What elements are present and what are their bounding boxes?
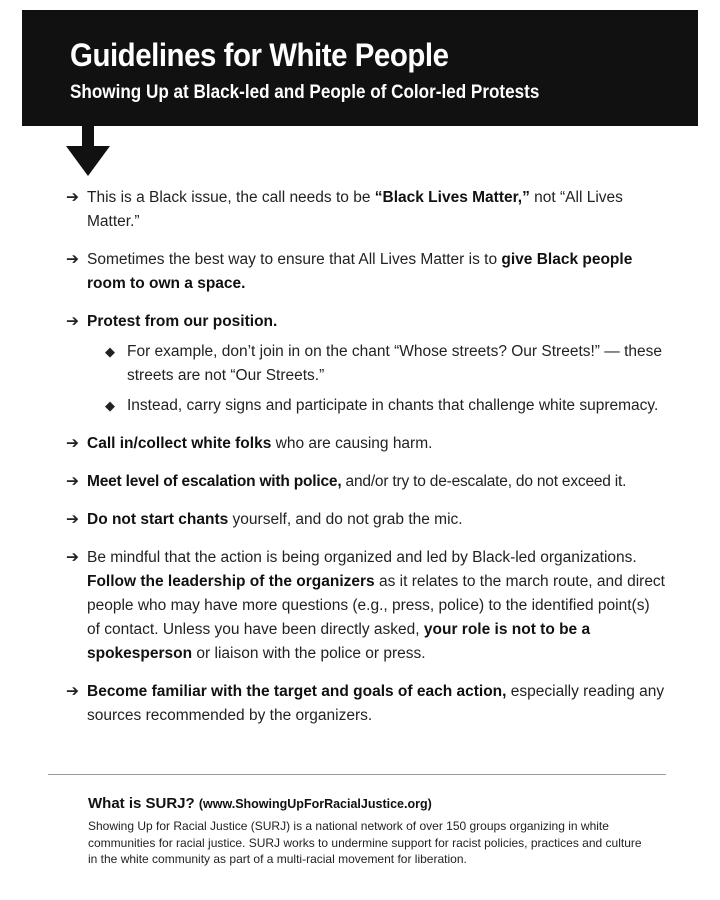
list-item: ➔ This is a Black issue, the call needs to be “Black Lives Matter,” not “All Lives Matter.” bbox=[66, 186, 666, 234]
surj-info bbox=[88, 794, 648, 868]
arrow-bullet-icon: ➔ bbox=[66, 511, 79, 528]
diamond-bullet-icon: ◆ bbox=[105, 398, 115, 413]
down-arrow-icon bbox=[64, 126, 112, 178]
surj-url: (www.ShowingUpForRacialJustice.org) bbox=[198, 797, 432, 811]
list-item: ➔ Do not start chants yourself, and do not grab the mic. bbox=[66, 508, 666, 532]
diamond-bullet-icon: ◆ bbox=[105, 344, 115, 359]
divider bbox=[48, 774, 666, 775]
page-subtitle: Showing Up at Black-led and People of Color-led Protests bbox=[70, 82, 540, 103]
list-item: ➔ Protest from our position. ◆ For example, don’t join in on the chant “Whose streets? Our Streets!” — these streets are not “Our Streets.” ◆ Instead, carry signs and participate in chants that challenge white supremacy. bbox=[66, 310, 666, 418]
footer-body: Showing Up for Racial Justice (SURJ) is a national network of over 150 groups organizing in white communities for racial justice. SURJ works to undermine support for racist policies, practices and culture in the white community as part of a multi-racial movement for liberation. bbox=[88, 819, 642, 866]
arrow-bullet-icon: ➔ bbox=[66, 683, 79, 700]
arrow-bullet-icon: ➔ bbox=[66, 189, 79, 206]
sub-list-item: ◆ Instead, carry signs and participate in chants that challenge white supremacy. bbox=[105, 394, 666, 418]
footer-heading: What is SURJ? (www.ShowingUpForRacialJustice.org) bbox=[88, 795, 432, 812]
arrow-bullet-icon: ➔ bbox=[66, 549, 79, 566]
sub-list-item: ◆ For example, don’t join in on the chant “Whose streets? Our Streets!” — these streets are not “Our Streets.” bbox=[105, 340, 666, 388]
arrow-bullet-icon: ➔ bbox=[66, 473, 79, 490]
list-item: ➔ Be mindful that the action is being organized and led by Black-led organizations. Follow the leadership of the organizers as it relates to the march route, and direct people who may have more questions (e.g., press, police) to the identified point(s) of contact. Unless you have been directly asked, your role is not to be a spokesperson or liaison with the police or press. bbox=[66, 546, 666, 666]
page-title: Guidelines for White People bbox=[70, 37, 449, 73]
list-item: ➔ Become familiar with the target and goals of each action, especially reading any sources recommended by the organizers. bbox=[66, 680, 666, 728]
arrow-bullet-icon: ➔ bbox=[66, 435, 79, 452]
header-banner bbox=[22, 10, 698, 126]
arrow-bullet-icon: ➔ bbox=[66, 251, 79, 268]
list-item: ➔ Meet level of escalation with police, and/or try to de-escalate, do not exceed it. bbox=[66, 470, 666, 494]
arrow-bullet-icon: ➔ bbox=[66, 313, 79, 330]
guideline-list bbox=[66, 186, 666, 742]
list-item: ➔ Call in/collect white folks who are causing harm. bbox=[66, 432, 666, 456]
list-item: ➔ Sometimes the best way to ensure that All Lives Matter is to give Black people room to own a space. bbox=[66, 248, 666, 296]
